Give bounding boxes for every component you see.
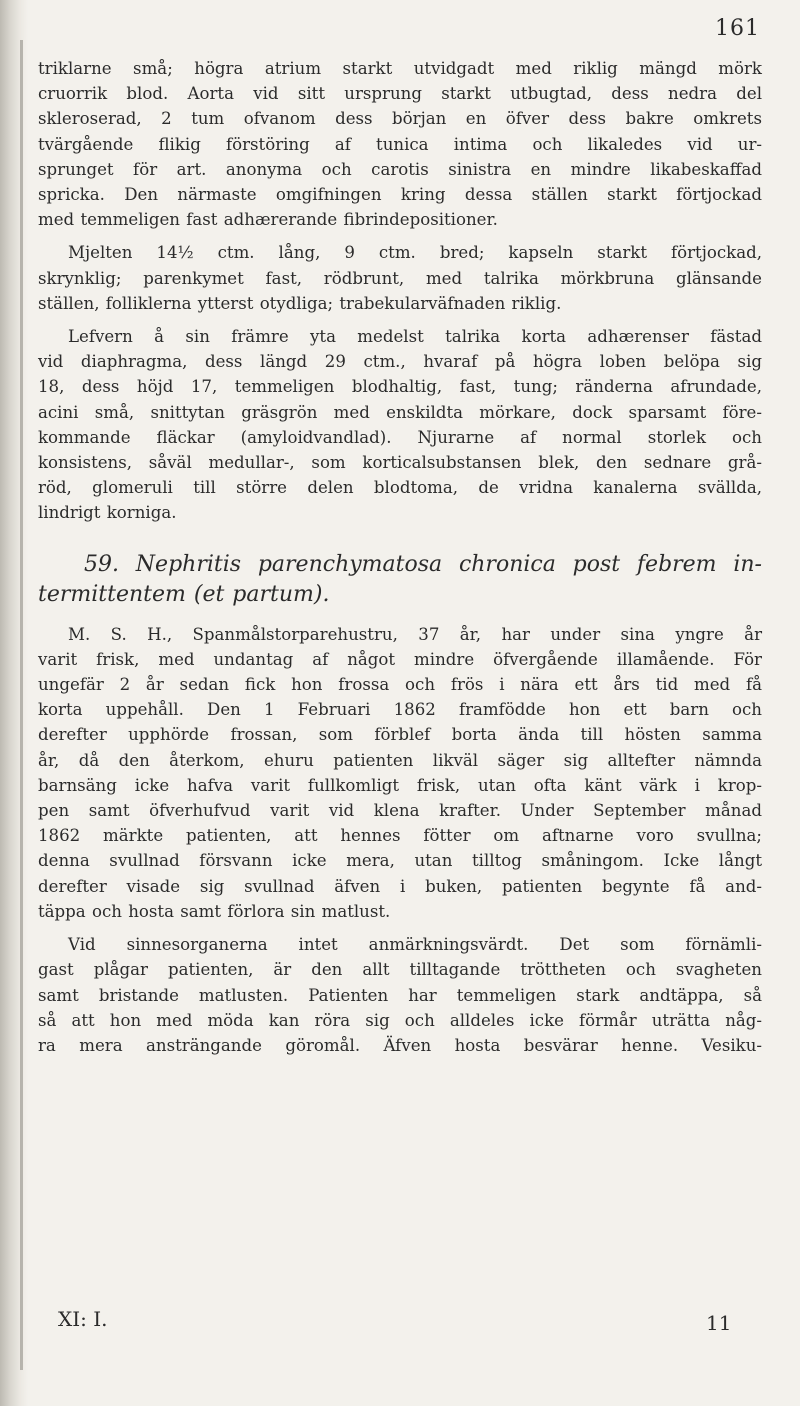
text-line: ungefär 2 år sedan fick hon frossa och frös i nära ett års tid med få	[38, 675, 762, 695]
text-line: M. S. H., Spanmålstorparehustru, 37 år, har under sina yngre år	[68, 624, 762, 644]
text-line: triklarne små; högra atrium starkt utvidgadt med riklig mängd mörk	[38, 59, 762, 78]
paragraph-symptoms	[38, 932, 762, 1058]
text-line: 1862 märkte patienten, att hennes fötter om aftnarne voro svullna;	[38, 826, 762, 846]
text-line: korta uppehåll. Den 1 Februari 1862 framfödde hon ett barn och	[38, 700, 762, 720]
text-line: tvärgående flikig förstöring af tunica intima och likaledes vid ur-	[38, 134, 762, 154]
paragraph-aorta	[38, 56, 762, 232]
case-heading	[38, 550, 762, 610]
text-line: spricka. Den närmaste omgifningen kring dessa ställen starkt förtjockad	[38, 185, 762, 205]
text-line: vid diaphragma, dess längd 29 ctm., hvaraf på högra loben belöpa sig	[38, 352, 762, 372]
text-line: år, då den återkom, ehuru patienten likväl säger sig alltefter nämnda	[38, 750, 762, 770]
text-line: lindrigt korniga.	[38, 503, 177, 523]
text-line: derefter visade sig svullnad äfven i buken, patienten begynte få and-	[38, 876, 762, 896]
text-line: barnsäng icke hafva varit fullkomligt frisk, utan ofta känt värk i krop-	[38, 775, 762, 795]
page-number: 161	[715, 16, 760, 41]
signature-number: 11	[706, 1311, 732, 1335]
text-line: Mjelten 14½ ctm. lång, 9 ctm. bred; kapseln starkt förtjockad,	[68, 243, 762, 263]
text-line: röd, glomeruli till större delen blodtoma, de vridna kanalerna svällda,	[38, 478, 762, 498]
text-line: varit frisk, med undantag af något mindre öfvergående illamående. För	[38, 649, 762, 669]
text-line: skrynklig; parenkymet fast, rödbrunt, med talrika mörkbruna glänsande	[38, 268, 762, 288]
text-line: denna svullnad försvann icke mera, utan tilltog småningom. Icke långt	[38, 851, 762, 871]
text-line: kommande fläckar (amyloidvandlad). Njurarne af normal storlek och	[38, 427, 762, 447]
book-binding-shadow	[0, 0, 28, 1406]
binding-edge	[20, 40, 23, 1370]
paragraph-case-history	[38, 622, 762, 924]
heading-line: 59. Nephritis parenchymatosa chronica post febrem in-	[84, 551, 762, 577]
text-line: ställen, folliklerna ytterst otydliga; trabekularväfnaden riklig.	[38, 293, 562, 313]
text-line: cruorrik blod. Aorta vid sitt ursprung starkt utbugtad, dess nedra del	[38, 84, 762, 104]
paragraph-liver-kidneys	[38, 324, 762, 526]
text-line: så att hon med möda kan röra sig och alldeles icke förmår uträtta någ-	[38, 1010, 762, 1030]
signature-mark: XI: I.	[58, 1307, 108, 1331]
text-line: Lefvern å sin främre yta medelst talrika korta adhærenser fästad	[68, 327, 762, 347]
text-line: pen samt öfverhufvud varit vid klena krafter. Under September månad	[38, 801, 762, 821]
paragraph-spleen	[38, 240, 762, 316]
text-line: skleroserad, 2 tum ofvanom dess början en öfver dess bakre omkrets	[38, 109, 762, 129]
text-line: konsistens, såväl medullar-, som korticalsubstansen blek, den sednare grå-	[38, 453, 762, 473]
text-line: täppa och hosta samt förlora sin matlust.	[38, 901, 391, 921]
page-body	[38, 56, 762, 1058]
text-line: ra mera ansträngande göromål. Äfven hosta besvärar henne. Vesiku-	[38, 1035, 762, 1055]
text-line: gast plågar patienten, är den allt tilltagande tröttheten och svagheten	[38, 960, 762, 980]
text-line: derefter upphörde frossan, som förblef borta ända till hösten samma	[38, 725, 762, 745]
text-line: acini små, snittytan gräsgrön med enskildta mörkare, dock sparsamt före-	[38, 402, 762, 422]
text-line: samt bristande matlusten. Patienten har temmeligen stark andtäppa, så	[38, 985, 762, 1005]
heading-line: termittentem (et partum).	[38, 581, 330, 607]
text-line: Vid sinnesorganerna intet anmärkningsvärdt. Det som förnämli-	[68, 935, 762, 955]
text-line: med temmeligen fast adhærerande fibrindepositioner.	[38, 210, 498, 230]
text-line: 18, dess höjd 17, temmeligen blodhaltig, fast, tung; ränderna afrundade,	[38, 377, 762, 397]
text-line: sprunget för art. anonyma och carotis sinistra en mindre likabeskaffad	[38, 159, 762, 179]
